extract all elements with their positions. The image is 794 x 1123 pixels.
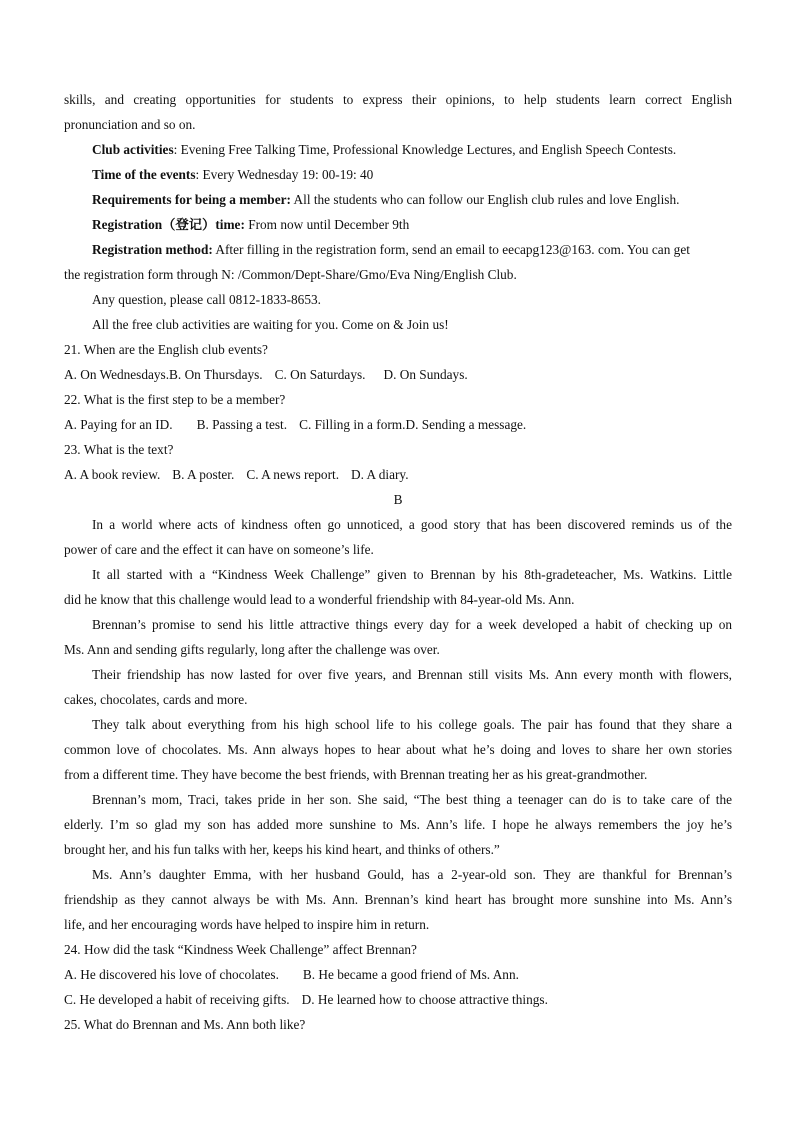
option-b[interactable]: B. Passing a test. bbox=[196, 417, 288, 432]
option-d[interactable]: D. Sending a message. bbox=[405, 417, 527, 432]
option-b[interactable]: B. He became a good friend of Ms. Ann. bbox=[302, 967, 519, 982]
event-time-label: Time of the events bbox=[92, 167, 196, 182]
passage-a-line: skills, and creating opportunities for students to express their opinions, to help students learn correct English bbox=[64, 92, 732, 107]
passage-b-line: Brennan’s promise to send his little attractive things every day for a week developed a habit of checking up on bbox=[92, 617, 732, 632]
document-page bbox=[64, 87, 732, 1037]
club-activities-value: : Evening Free Talking Time, Professional Knowledge Lectures, and English Speech Contests. bbox=[173, 142, 677, 157]
option-d[interactable]: D. He learned how to choose attractive things. bbox=[301, 992, 548, 1007]
passage-b-line: Ms. Ann and sending gifts regularly, long after the challenge was over. bbox=[64, 642, 440, 657]
passage-b-line: brought her, and his fun talks with her, keeps his kind heart, and thinks of others.” bbox=[64, 842, 500, 857]
registration-method-label: Registration method: bbox=[92, 242, 213, 257]
event-time-value: : Every Wednesday 19: 00-19: 40 bbox=[195, 167, 374, 182]
option-a[interactable]: A. On Wednesdays. bbox=[64, 367, 170, 382]
question-21-stem: 21. When are the English club events? bbox=[64, 342, 268, 357]
registration-method bbox=[64, 237, 732, 262]
passage-b-line: Brennan’s mom, Traci, takes pride in her son. She said, “The best thing a teenager can do is to take care of the bbox=[92, 792, 732, 807]
passage-b-line: It all started with a “Kindness Week Challenge” given to Brennan by his 8th-gradeteacher, Ms. Watkins. Little bbox=[92, 567, 732, 582]
passage-b-line: In a world where acts of kindness often go unnoticed, a good story that has been discovered reminds us of the bbox=[92, 517, 732, 532]
option-c[interactable]: C. A news report. bbox=[246, 467, 340, 482]
passage-a-line: pronunciation and so on. bbox=[64, 117, 196, 132]
requirements-label: Requirements for being a member: bbox=[92, 192, 291, 207]
passage-b-line: Ms. Ann’s daughter Emma, with her husband Gould, has a 2-year-old son. They are thankful for Brennan’s bbox=[92, 867, 732, 882]
passage-b-line: power of care and the effect it can have on someone’s life. bbox=[64, 542, 374, 557]
event-time bbox=[64, 162, 732, 187]
question-24-options-row1 bbox=[64, 962, 732, 987]
question-23-stem: 23. What is the text? bbox=[64, 442, 174, 457]
question-23-options bbox=[64, 462, 732, 487]
passage-b-line: did he know that this challenge would lead to a wonderful friendship with 84-year-old Ms. Ann. bbox=[64, 592, 575, 607]
registration-time-label: Registration（登记）time: bbox=[92, 217, 245, 232]
registration-time-value: From now until December 9th bbox=[244, 217, 410, 232]
passage-b-line: cakes, chocolates, cards and more. bbox=[64, 692, 248, 707]
option-b[interactable]: B. A poster. bbox=[172, 467, 235, 482]
passage-b-line: elderly. I’m so glad my son has added more sunshine to Ms. Ann’s life. I hope he always remembers the joy he’s bbox=[64, 817, 732, 832]
option-c[interactable]: C. Filling in a form. bbox=[299, 417, 406, 432]
passage-b-line: friendship as they cannot always be with Ms. Ann. Brennan’s kind heart has brought more sunshine into Ms. Ann’s bbox=[64, 892, 732, 907]
option-a[interactable]: A. A book review. bbox=[64, 467, 161, 482]
registration-time bbox=[64, 212, 732, 237]
passage-b-line: They talk about everything from his high school life to his college goals. The pair has found that they share a bbox=[92, 717, 732, 732]
registration-method-value: After filling in the registration form, send an email to eecapg123@163. com. You can get bbox=[212, 242, 690, 257]
question-21-options bbox=[64, 362, 732, 387]
club-activities-label: Club activities bbox=[92, 142, 174, 157]
question-22-stem: 22. What is the first step to be a member? bbox=[64, 392, 286, 407]
closing-line: All the free club activities are waiting for you. Come on & Join us! bbox=[92, 317, 449, 332]
contact-line: Any question, please call 0812-1833-8653. bbox=[92, 292, 321, 307]
question-24-stem: 24. How did the task “Kindness Week Challenge” affect Brennan? bbox=[64, 942, 417, 957]
requirements-value: All the students who can follow our English club rules and love English. bbox=[290, 192, 680, 207]
option-c[interactable]: C. On Saturdays. bbox=[274, 367, 366, 382]
club-activities bbox=[64, 137, 732, 162]
passage-b-line: life, and her encouraging words have helped to inspire him in return. bbox=[64, 917, 430, 932]
passage-b-line: Their friendship has now lasted for over five years, and Brennan still visits Ms. Ann every month with flowers, bbox=[92, 667, 732, 682]
question-24-options-row2 bbox=[64, 987, 732, 1012]
member-requirements bbox=[64, 187, 732, 212]
option-d[interactable]: D. On Sundays. bbox=[383, 367, 468, 382]
option-c[interactable]: C. He developed a habit of receiving gifts. bbox=[64, 992, 290, 1007]
question-25-stem: 25. What do Brennan and Ms. Ann both like? bbox=[64, 1017, 306, 1032]
passage-b-line: from a different time. They have become the best friends, with Brennan treating her as his great-grandmother. bbox=[64, 767, 648, 782]
question-22-options bbox=[64, 412, 732, 437]
option-a[interactable]: A. He discovered his love of chocolates. bbox=[64, 967, 279, 982]
section-b-heading: B bbox=[393, 492, 403, 507]
option-d[interactable]: D. A diary. bbox=[351, 467, 409, 482]
option-b[interactable]: B. On Thursdays. bbox=[169, 367, 263, 382]
option-a[interactable]: A. Paying for an ID. bbox=[64, 417, 173, 432]
registration-method-continued: the registration form through N: /Common/Dept-Share/Gmo/Eva Ning/English Club. bbox=[64, 267, 517, 282]
passage-b-line: common love of chocolates. Ms. Ann always hopes to hear about what he’s doing and loves to share her own stories bbox=[64, 742, 732, 757]
